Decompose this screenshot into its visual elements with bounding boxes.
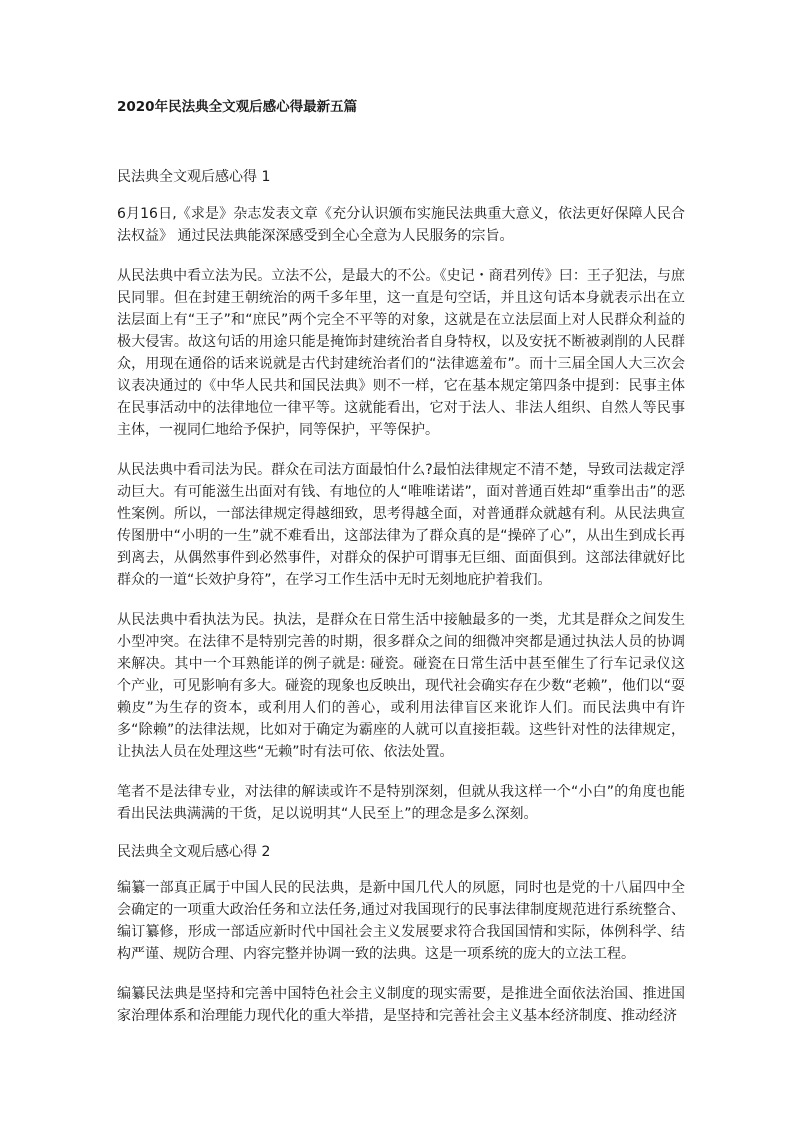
section-1 [117,166,685,825]
paragraph: 编纂一部真正属于中国人民的民法典，是新中国几代人的夙愿，同时也是党的十八届四中全会确定的一项重大政治任务和立法任务,通过对我国现行的民事法律制度规范进行系统整合、编订纂修，形成一部适应新时代中国社会主义发展要求符合我国国情和实际，体例科学、结构严谨、规防合理、内容完整并协调一致的法典。这是一项系统的庞大的立法工程。 [117,880,685,962]
paragraph: 从民法典中看执法为民。执法，是群众在日常生活中接触最多的一类，尤其是群众之间发生小型冲突。在法律不是特别完善的时期，很多群众之间的细微冲突都是通过执法人员的协调来解决。其中一个耳熟能详的例子就是: 碰瓷。碰瓷在日常生活中甚至催生了行车记录仪这个产业，可见影响有多大。碰瓷的现象也反映出，现代社会确实存在少数“老赖”，他们以“耍赖皮”为生存的资本，或利用人们的善心，或利用法律盲区来讹诈人们。而民法典中有许多“除赖”的法律法规，比如对于确定为霸座的人就可以直接拒载。这些针对性的法律规定，让执法人员在处理这些“无赖”时有法可依、依法处置。 [117,612,685,760]
paragraph: 从民法典中看司法为民。群众在司法方面最怕什么?最怕法律规定不清不楚，导致司法裁定浮动巨大。有可能滋生出面对有钱、有地位的人“唯唯诺诺”，面对普通百姓却“重拳出击”的恶性案例。所以，一部法律规定得越细致，思考得越全面，对普通群众就越有利。从民法典宣传图册中“小明的一生”就不难看出，这部法律为了群众真的是“操碎了心”，从出生到成长再到离去，从偶然事件到必然事件，对群众的保护可谓事无巨细、面面俱到。这部法律就好比群众的一道“长效护身符”，在学习工作生活中无时无刻地庇护着我们。 [117,462,685,588]
paragraph: 编纂民法典是坚持和完善中国特色社会主义制度的现实需要，是推进全面依法治国、推进国家治理体系和治理能力现代化的重大举措，是坚持和完善社会主义基本经济制度、推动经济 [117,986,685,1024]
section-heading: 民法典全文观后感心得 1 [117,169,271,185]
paragraph: 笔者不是法律专业，对法律的解读或许不是特别深刻，但就从我这样一个“小白”的角度也能看出民法典满满的干货，足以说明其“人民至上”的理念是多么深刻。 [117,784,685,822]
document-title: 2020年民法典全文观后感心得最新五篇 [117,99,358,115]
paragraph: 6月16日,《求是》杂志发表文章《充分认识颁布实施民法典重大意义，依法更好保障人民合法权益》 通过民法典能深深感受到全心全意为人民服务的宗旨。 [117,206,685,244]
paragraph: 从民法典中看立法为民。立法不公，是最大的不公。《史记・商君列传》曰：王子犯法，与庶民同罪。但在封建王朝统治的两千多年里，这一直是句空话，并且这句话本身就表示出在立法层面上有“王子”和“庶民”两个完全不平等的对象，这就是在立法层面上对人民群众利益的极大侵害。故这句话的用途只能是掩饰封建统治者自身特权，以及安抚不断被剥削的人民群众，用现在通俗的话来说就是古代封建统治者们的“法律遮羞布”。而十三届全国人大三次会议表决通过的《中华人民共和国民法典》则不一样，它在基本规定第四条中提到：民事主体在民事活动中的法律地位一律平等。这就能看出，它对于法人、非法人组织、自然人等民事主体，一视同仁地给予保护，同等保护，平等保护。 [117,268,685,438]
section-2 [117,841,685,1027]
document-page [117,96,685,1045]
section-heading: 民法典全文观后感心得 2 [117,844,271,860]
